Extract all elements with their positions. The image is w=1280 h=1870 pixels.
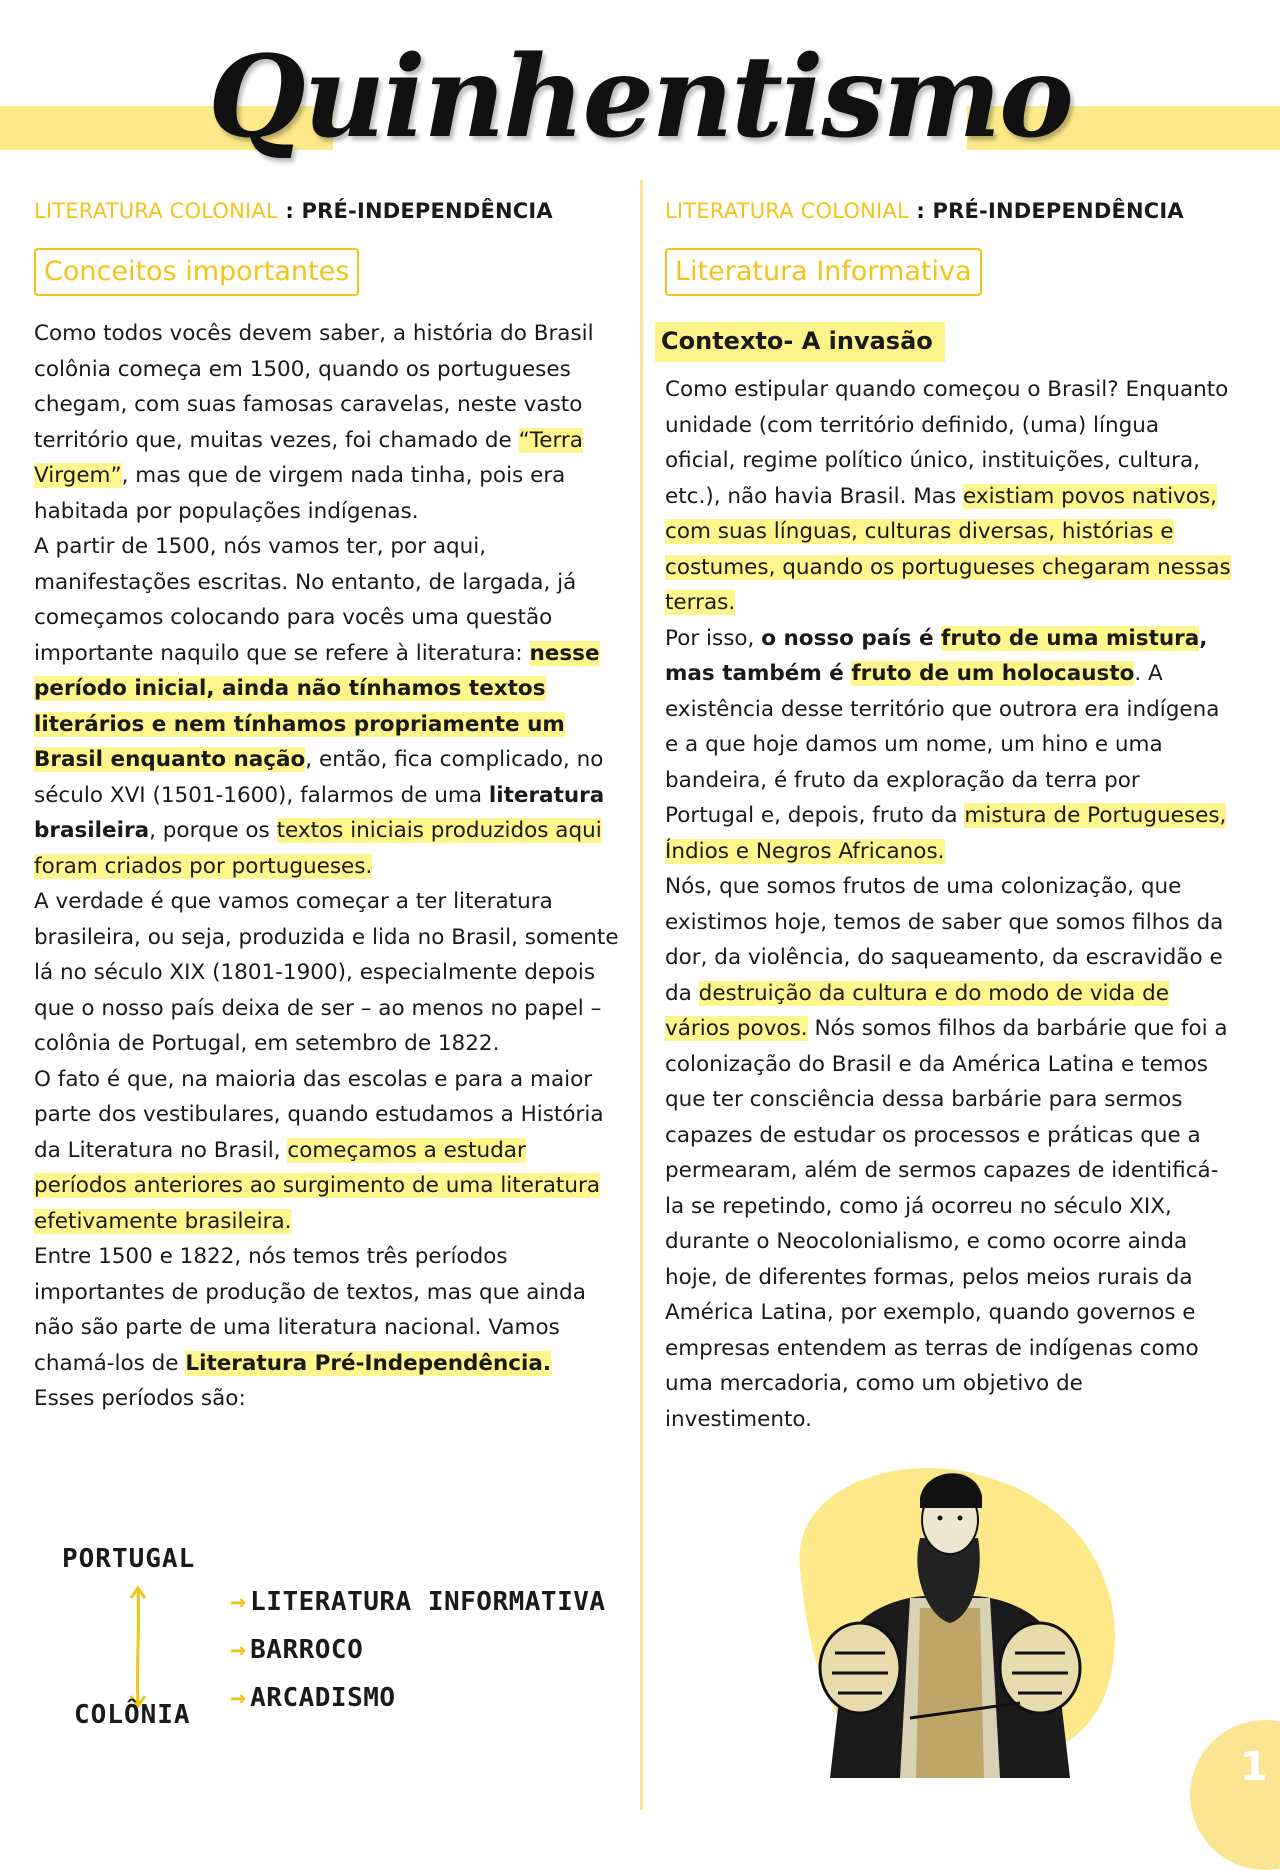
kicker-rest: PRÉ-INDEPENDÊNCIA	[301, 199, 553, 223]
diagram-colonia: COLÔNIA	[74, 1700, 191, 1730]
highlight: textos iniciais produzidos aqui foram criados por portugueses.	[34, 818, 602, 879]
kicker-rest: PRÉ-INDEPENDÊNCIA	[932, 199, 1184, 223]
kicker-separator: :	[285, 199, 295, 223]
highlight: fruto de um holocausto	[851, 661, 1135, 686]
right-body	[665, 372, 1235, 1437]
list-item: → LITERATURA INFORMATIVA	[230, 1587, 606, 1617]
highlight: fruto de uma mistura	[941, 625, 1200, 651]
bold-text: literatura brasileira	[34, 782, 605, 843]
list-item: → ARCADISMO	[230, 1683, 396, 1713]
highlight: nesse período inicial, ainda não tínhamos textos literários e nem tínhamos propriamente um Brasil enquanto nação	[34, 640, 600, 772]
diagram-portugal: PORTUGAL	[62, 1544, 196, 1574]
list-item: → BARROCO	[230, 1635, 364, 1665]
arrow-icon: →	[230, 1587, 247, 1617]
section-title-literatura-informativa: Literatura Informativa	[665, 248, 982, 296]
bold-text: , mas também é	[665, 625, 1208, 686]
right-kicker	[665, 196, 1235, 226]
arrow-icon: →	[230, 1683, 247, 1713]
right-column	[661, 196, 1235, 1437]
paragraph: Como estipular quando começou o Brasil? Enquanto unidade (com território definido, (uma) língua oficial, regime político único, instituições, cultura, etc.), não havia Brasil. Mas existiam povos nativos, com suas línguas, culturas diversas, histórias e costumes, quando os portugueses chegaram nessas terras.	[665, 377, 1231, 615]
paragraph: O fato é que, na maioria das escolas e para a maior parte dos vestibulares, quando estudamos a História da Literatura no Brasil, começamos a estudar períodos anteriores ao surgimento de uma literatura efetivamente brasileira.	[34, 1066, 604, 1234]
kicker-accent: LITERATURA COLONIAL	[665, 199, 909, 223]
page-title: Quinhentismo	[208, 32, 1072, 163]
paragraph: Esses períodos são:	[34, 1386, 246, 1411]
double-arrow-icon	[126, 1582, 150, 1712]
paragraph: Por isso, o nosso país é fruto de uma mistura, mas também é fruto de um holocausto. A existência desse território que outrora era indígena e a que hoje damos um nome, um hino e uma bandeira, é fruto da exploração da terra por Portugal e, depois, fruto da mistura de Portugueses, Índios e Negros Africanos.	[665, 625, 1227, 864]
paragraph: Nós, que somos frutos de uma colonização, que existimos hoje, temos de saber que somos filhos da dor, da violência, do saqueamento, da escravidão e da destruição da cultura e do modo de vida de vários povos. Nós somos filhos da barbárie que foi a colonização do Brasil e da América Latina e temos que ter consciência dessa barbárie para sermos capazes de estudar os processos e práticas que a permearam, além de sermos capazes de identificá-la se repetindo, como já ocorreu no século XIX, durante o Neocolonialismo, e como ocorre ainda hoje, de diferentes formas, pelos meios rurais da América Latina, por exemplo, quando governos e empresas entendem as terras de indígenas como uma mercadoria, como um objetivo de investimento.	[665, 874, 1228, 1432]
section-title-conceitos: Conceitos importantes	[34, 248, 359, 296]
diagram-list	[230, 1578, 606, 1722]
paragraph: A verdade é que vamos começar a ter literatura brasileira, ou seja, produzida e lida no Brasil, somente lá no século XIX (1801-1900), especialmente depois que o nosso país deixa de ser – ao menos no papel – colônia de Portugal, em setembro de 1822.	[34, 889, 619, 1056]
navigator-illustration	[760, 1448, 1130, 1778]
column-divider	[640, 180, 643, 1810]
highlight: Literatura Pré-Independência.	[185, 1350, 552, 1376]
periods-diagram	[34, 1530, 614, 1750]
kicker-separator: :	[916, 199, 926, 223]
arrow-icon: →	[230, 1635, 247, 1665]
left-column	[34, 196, 624, 1417]
highlight: destruição da cultura e do modo de vida de vários povos.	[665, 980, 1169, 1041]
subheading-contexto: Contexto- A invasão	[655, 322, 945, 362]
highlight: existiam povos nativos, com suas línguas, culturas diversas, histórias e costumes, quando os portugueses chegaram nessas terras.	[665, 483, 1231, 615]
page-number-badge	[1190, 1720, 1280, 1870]
paragraph: Entre 1500 e 1822, nós temos três períodos importantes de produção de textos, mas que ainda não são parte de uma literatura nacional. Vamos chamá-los de Literatura Pré-Independência.	[34, 1244, 586, 1376]
paragraph: Como todos vocês devem saber, a história do Brasil colônia começa em 1500, quando os portugueses chegam, com suas famosas caravelas, neste vasto território que, muitas vezes, foi chamado de “Terra Virgem”, mas que de virgem nada tinha, pois era habitada por populações indígenas.	[34, 321, 594, 524]
left-body	[34, 316, 624, 1417]
paragraph: A partir de 1500, nós vamos ter, por aqui, manifestações escritas. No entanto, de largada, já começamos colocando para vocês uma questão importante naquilo que se refere à literatura: nesse período inicial, ainda não tínhamos textos literários e nem tínhamos propriamente um Brasil enquanto nação, então, fica complicado, no século XVI (1501-1600), falarmos de uma literatura brasileira, porque os textos iniciais produzidos aqui foram criados por portugueses.	[34, 534, 605, 879]
bold-text: o nosso país é	[761, 625, 942, 651]
page-number: 1	[1240, 1744, 1268, 1790]
kicker-accent: LITERATURA COLONIAL	[34, 199, 278, 223]
highlight: mistura de Portugueses, Índios e Negros Africanos.	[665, 803, 1227, 864]
left-kicker	[34, 196, 624, 226]
highlight: começamos a estudar períodos anteriores ao surgimento de uma literatura efetivamente brasileira.	[34, 1137, 601, 1234]
highlight: “Terra Virgem”	[34, 427, 583, 488]
